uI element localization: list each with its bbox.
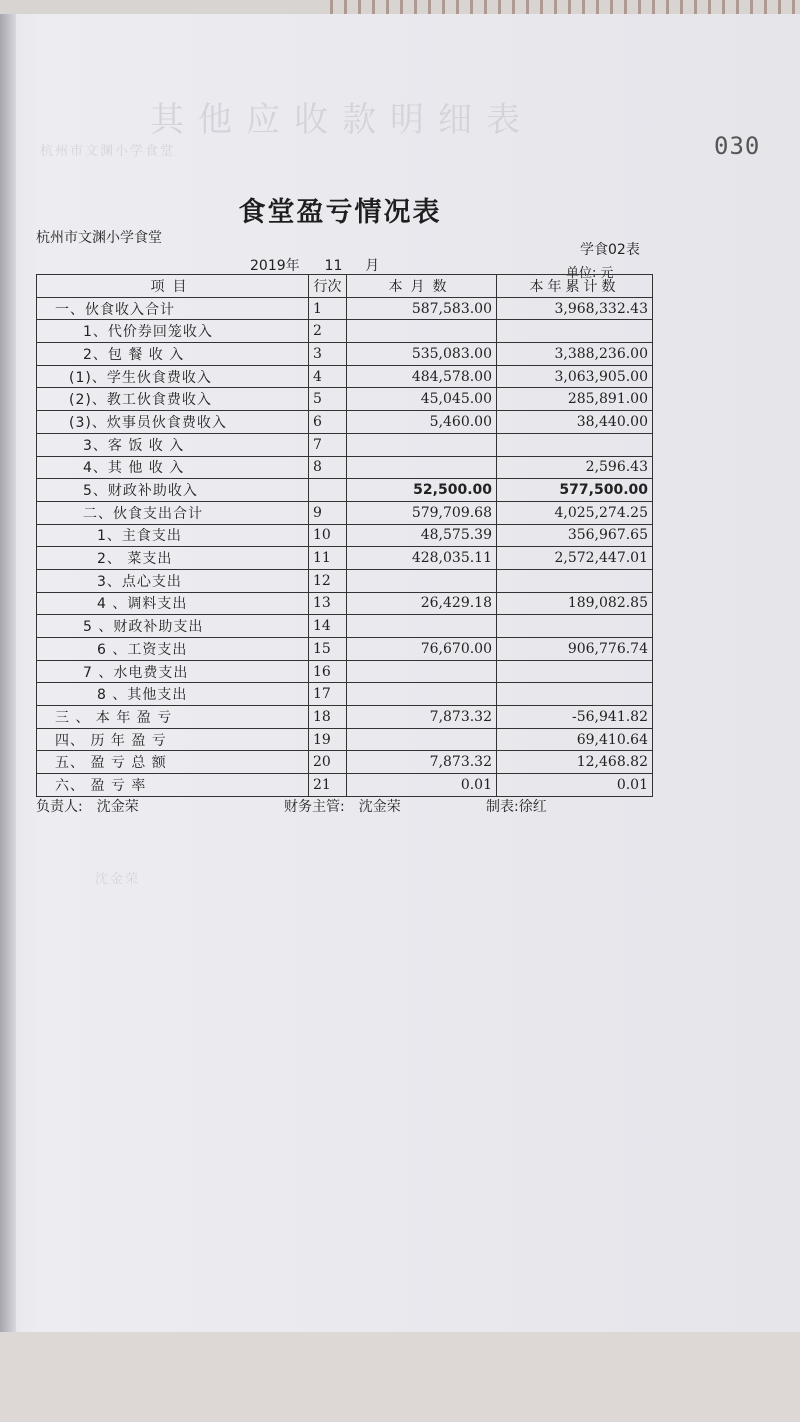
row-month-amount	[347, 569, 497, 592]
period-month-suffix: 月	[365, 258, 380, 274]
table-row	[37, 501, 653, 524]
header-item: 项目	[37, 275, 309, 298]
background-sheet-bottom	[0, 1320, 800, 1422]
table-row	[37, 569, 653, 592]
row-line: 8	[309, 456, 347, 479]
responsible-name: 沈金荣	[96, 799, 139, 815]
finance-label: 财务主管:	[284, 799, 345, 815]
bleed-through-text: 杭州市文渊小学食堂	[40, 144, 176, 159]
page-title: 食堂盈亏情况表	[238, 197, 442, 228]
row-month-amount: 0.01	[347, 774, 497, 797]
row-year-amount: 2,572,447.01	[497, 547, 653, 570]
row-year-amount: 356,967.65	[497, 524, 653, 547]
row-year-amount: 2,596.43	[497, 456, 653, 479]
bleed-through-text: 其他应收款明细表	[150, 100, 534, 140]
row-item: 6 、工资支出	[37, 638, 309, 661]
table-row	[37, 433, 653, 456]
table-row	[37, 320, 653, 343]
profit-loss-table	[36, 274, 653, 797]
row-line: 2	[309, 320, 347, 343]
row-line: 16	[309, 660, 347, 683]
row-year-amount	[497, 320, 653, 343]
row-line: 14	[309, 615, 347, 638]
row-month-amount: 587,583.00	[347, 297, 497, 320]
finance-supervisor	[284, 796, 401, 816]
row-year-amount: 38,440.00	[497, 411, 653, 434]
header-year: 本年累计数	[497, 275, 653, 298]
row-item: 一、伙食收入合计	[37, 297, 309, 320]
row-month-amount	[347, 433, 497, 456]
row-line: 11	[309, 547, 347, 570]
row-year-amount: 0.01	[497, 774, 653, 797]
finance-name: 沈金荣	[358, 799, 401, 815]
row-item: 1、主食支出	[37, 524, 309, 547]
table-row	[37, 615, 653, 638]
row-month-amount: 7,873.32	[347, 751, 497, 774]
row-year-amount: 3,388,236.00	[497, 343, 653, 366]
row-line: 12	[309, 569, 347, 592]
table-row	[37, 388, 653, 411]
table-row	[37, 547, 653, 570]
row-year-amount	[497, 433, 653, 456]
table-row	[37, 456, 653, 479]
table-row	[37, 660, 653, 683]
row-month-amount: 45,045.00	[347, 388, 497, 411]
row-item: 3、客 饭 收 入	[37, 433, 309, 456]
row-month-amount: 7,873.32	[347, 706, 497, 729]
row-line: 18	[309, 706, 347, 729]
row-item: 1、代价券回笼收入	[37, 320, 309, 343]
row-year-amount: 3,063,905.00	[497, 365, 653, 388]
row-item: 二、伙食支出合计	[37, 501, 309, 524]
row-year-amount	[497, 683, 653, 706]
row-month-amount: 26,429.18	[347, 592, 497, 615]
row-item: 六、 盈 亏 率	[37, 774, 309, 797]
table-row	[37, 638, 653, 661]
row-month-amount	[347, 615, 497, 638]
row-month-amount: 76,670.00	[347, 638, 497, 661]
form-code: 学食02表	[580, 242, 640, 258]
row-line: 21	[309, 774, 347, 797]
table-row	[37, 365, 653, 388]
row-item: 三 、 本 年 盈 亏	[37, 706, 309, 729]
row-year-amount	[497, 660, 653, 683]
table-row	[37, 728, 653, 751]
row-month-amount: 48,575.39	[347, 524, 497, 547]
row-month-amount: 535,083.00	[347, 343, 497, 366]
report-period	[250, 255, 379, 275]
header-line: 行次	[309, 275, 347, 298]
header-month: 本月数	[347, 275, 497, 298]
table-row	[37, 683, 653, 706]
row-line: 5	[309, 388, 347, 411]
row-year-amount: 12,468.82	[497, 751, 653, 774]
row-month-amount	[347, 728, 497, 751]
row-line: 3	[309, 343, 347, 366]
bleed-through-text: 沈金荣	[95, 872, 141, 887]
period-year: 2019年	[250, 258, 300, 274]
row-month-amount	[347, 320, 497, 343]
row-item: 5 、财政补助支出	[37, 615, 309, 638]
row-year-amount: 285,891.00	[497, 388, 653, 411]
row-line: 19	[309, 728, 347, 751]
row-year-amount	[497, 569, 653, 592]
row-item: 4 、调料支出	[37, 592, 309, 615]
row-line: 1	[309, 297, 347, 320]
row-month-amount: 5,460.00	[347, 411, 497, 434]
row-line	[309, 479, 347, 502]
row-line: 20	[309, 751, 347, 774]
table-row	[37, 592, 653, 615]
row-month-amount	[347, 660, 497, 683]
row-item: (2)、教工伙食费收入	[37, 388, 309, 411]
table-row	[37, 751, 653, 774]
row-line: 4	[309, 365, 347, 388]
table-row	[37, 774, 653, 797]
row-year-amount: 69,410.64	[497, 728, 653, 751]
row-line: 15	[309, 638, 347, 661]
row-year-amount: 577,500.00	[497, 479, 653, 502]
row-item: 8 、其他支出	[37, 683, 309, 706]
table-row	[37, 343, 653, 366]
row-item: 3、点心支出	[37, 569, 309, 592]
row-line: 9	[309, 501, 347, 524]
row-month-amount: 428,035.11	[347, 547, 497, 570]
row-line: 7	[309, 433, 347, 456]
row-year-amount: 906,776.74	[497, 638, 653, 661]
table-row	[37, 524, 653, 547]
preparer: 制表:徐红	[486, 799, 547, 815]
row-line: 10	[309, 524, 347, 547]
row-item: 4、其 他 收 入	[37, 456, 309, 479]
table-row	[37, 411, 653, 434]
page-number: 030	[714, 132, 761, 160]
row-item: (3)、炊事员伙食费收入	[37, 411, 309, 434]
currency-unit: 单位: 元	[566, 266, 614, 281]
row-item: 2、 菜支出	[37, 547, 309, 570]
row-year-amount: 3,968,332.43	[497, 297, 653, 320]
row-month-amount	[347, 683, 497, 706]
responsible-person	[36, 796, 139, 816]
row-item: 2、包 餐 收 入	[37, 343, 309, 366]
row-month-amount: 579,709.68	[347, 501, 497, 524]
row-item: 四、 历 年 盈 亏	[37, 728, 309, 751]
row-month-amount: 52,500.00	[347, 479, 497, 502]
row-year-amount: 4,025,274.25	[497, 501, 653, 524]
table-row	[37, 706, 653, 729]
row-month-amount: 484,578.00	[347, 365, 497, 388]
unit-name: 杭州市文渊小学食堂	[36, 230, 162, 246]
row-line: 13	[309, 592, 347, 615]
row-line: 6	[309, 411, 347, 434]
row-item: 7 、水电费支出	[37, 660, 309, 683]
row-year-amount	[497, 615, 653, 638]
table-header-row	[37, 275, 653, 298]
row-year-amount: -56,941.82	[497, 706, 653, 729]
table-row	[37, 297, 653, 320]
row-item: 5、财政补助收入	[37, 479, 309, 502]
period-month: 11	[324, 258, 343, 274]
row-line: 17	[309, 683, 347, 706]
row-year-amount: 189,082.85	[497, 592, 653, 615]
row-month-amount	[347, 456, 497, 479]
row-item: 五、 盈 亏 总 额	[37, 751, 309, 774]
responsible-label: 负责人:	[36, 799, 83, 815]
table-row	[37, 479, 653, 502]
row-item: (1)、学生伙食费收入	[37, 365, 309, 388]
